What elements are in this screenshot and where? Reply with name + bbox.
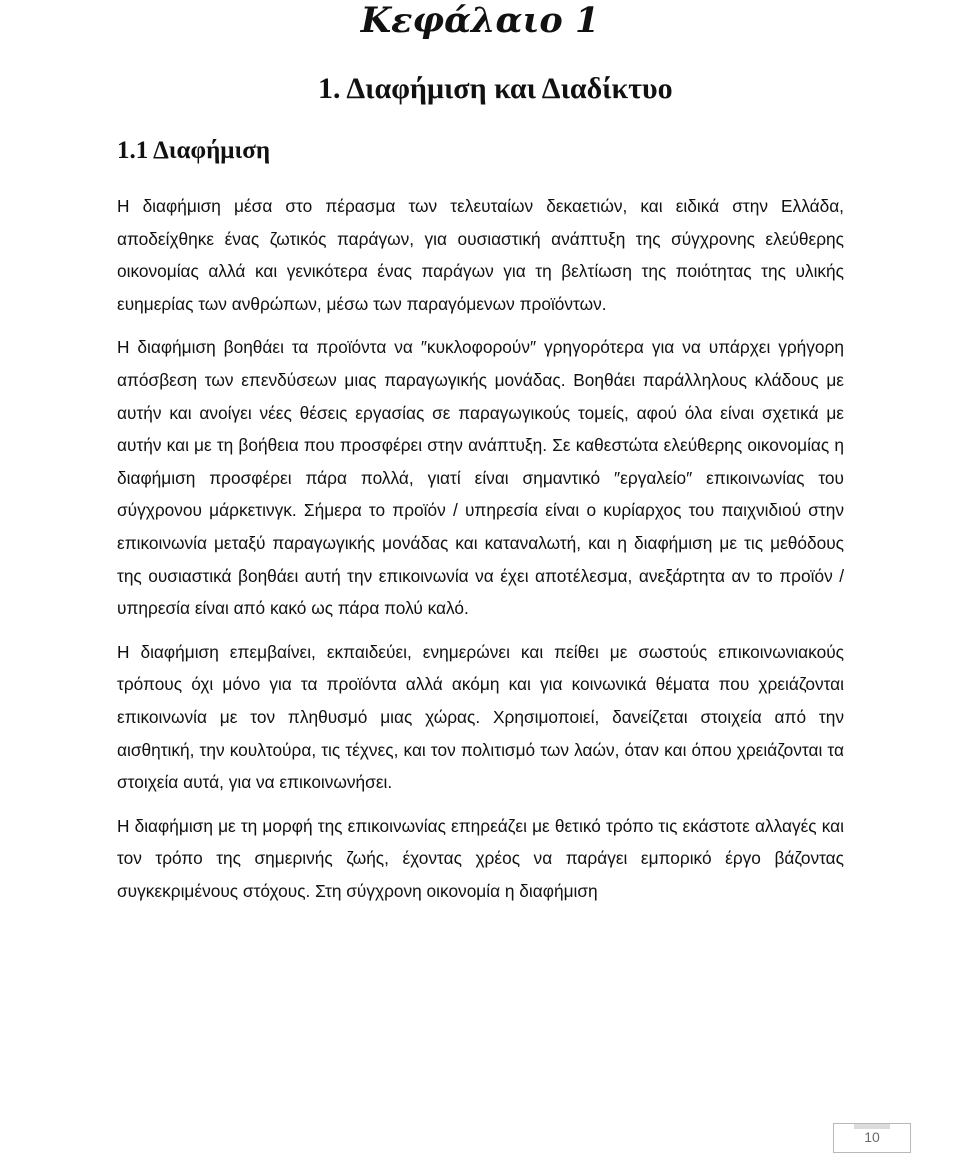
paragraph-1: Η διαφήμιση μέσα στο πέρασμα των τελευταίων δεκαετιών, και ειδικά στην Ελλάδα, αποδείχθηκε ένας ζωτικός παράγων, για ουσιαστική ανάπτυξη της σύγχρονης ελεύθερης οικονομίας αλλά και γενικότερα ένας παράγων για τη βελτίωση της ποιότητας της υλικής ευημερίας των ανθρώπων, μέσω των παραγόμενων προϊόντων. — [117, 196, 844, 314]
body-text — [117, 190, 844, 907]
page-number-bar — [854, 1124, 890, 1129]
chapter-label: Κεφάλαιο 1 — [360, 0, 600, 41]
paragraph-gap — [117, 625, 844, 636]
page-number-box — [833, 1123, 911, 1153]
paragraph-gap — [117, 799, 844, 810]
paragraph-3: Η διαφήμιση επεμβαίνει, εκπαιδεύει, ενημερώνει και πείθει με σωστούς επικοινωνιακούς τρόπους όχι μόνο για τα προϊόντα αλλά ακόμη και για κοινωνικά θέματα που χρειάζονται επικοινωνία με τον πληθυσμό μιας χώρας. Χρησιμοποιεί, δανείζεται στοιχεία από την αισθητική, την κουλτούρα, τις τέχνες, και τον πολιτισμό των λαών, όταν και όπου χρειάζονται τα στοιχεία αυτά, για να επικοινωνήσει. — [117, 641, 844, 793]
chapter-title: 1. Διαφήμιση και Διαδίκτυο — [318, 72, 673, 105]
page-number: 10 — [864, 1129, 880, 1145]
paragraph-4: Η διαφήμιση με τη μορφή της επικοινωνίας επηρεάζει με θετικό τρόπο τις εκάστοτε αλλαγές και τον τρόπο της σημερινής ζωής, έχοντας χρέος να παράγει εμπορικό έργο βάζοντας συγκεκριμένους στόχους. Στη σύγχρονη οικονομία η διαφήμιση — [117, 815, 844, 901]
paragraph-gap — [117, 320, 844, 331]
section-title: 1.1 Διαφήμιση — [117, 137, 271, 164]
paragraph-2: Η διαφήμιση βοηθάει τα προϊόντα να ″κυκλοφορούν″ γρηγορότερα για να υπάρχει γρήγορη απόσβεση των επενδύσεων μιας παραγωγικής μονάδας. Βοηθάει παράλληλους κλάδους με αυτήν και ανοίγει νέες θέσεις εργασίας σε παραγωγικούς τομείς, αφού όλα είναι σχετικά με αυτήν και με τη βοήθεια που προσφέρει στην ανάπτυξη. Σε καθεστώτα ελεύθερης οικονομίας η διαφήμιση προσφέρει πάρα πολλά, γιατί είναι σημαντικό ″εργαλείο″ επικοινωνίας του σύγχρονου μάρκετινγκ. Σήμερα το προϊόν / υπηρεσία είναι ο κυρίαρχος του παιχνιδιού στην επικοινωνία μεταξύ παραγωγικής μονάδας και καταναλωτή, και η διαφήμιση με τις μεθόδους της ουσιαστικά βοηθάει αυτή την επικοινωνία να έχει αποτέλεσμα, ανεξάρτητα αν το προϊόν / υπηρεσία είναι από κακό ως πάρα πολύ καλό. — [117, 337, 844, 619]
